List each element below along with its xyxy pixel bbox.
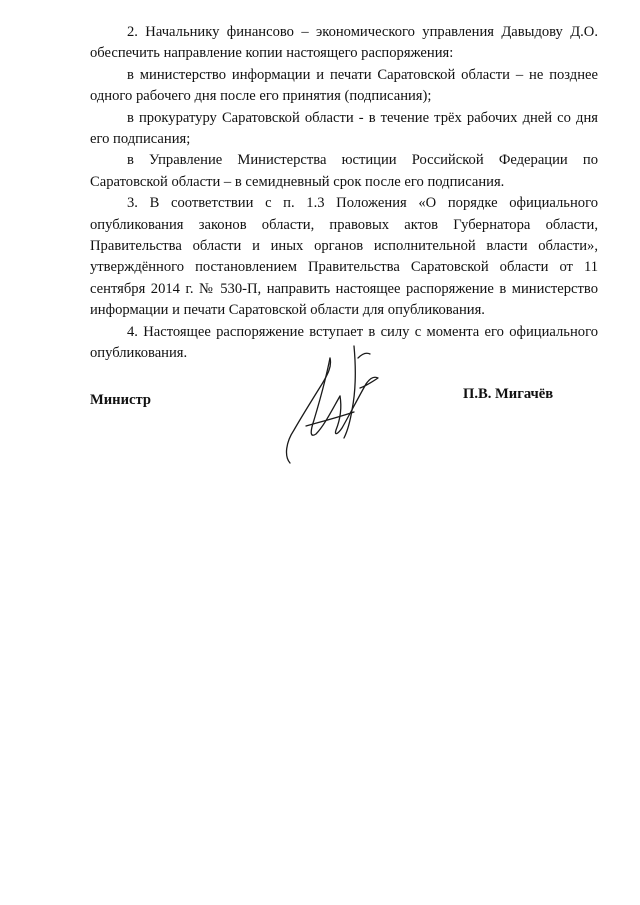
paragraph-item-2: 2. Начальнику финансово – экономического управления Давыдову Д.О. обеспечить направление копии настоящего распоряжения:: [90, 24, 598, 62]
signatory-title: Министр: [90, 392, 151, 408]
paragraph-recipient-ministry: в министерство информации и печати Саратовской области – не позднее одного рабочего дня после его принятия (подписания);: [90, 66, 598, 105]
paragraph-item-3: 3. В соответствии с п. 1.3 Положения «О порядке официального опубликования законов области, правовых актов Губернатора области, Правительства области и иных органов исполнительной власти области», утверждённого постановлением Правительства Саратовской области от 11 сентября 2014 г. № 530-П, направить настоящее распоряжение в министерство информации и печати Саратовской области для опубликования.: [90, 195, 598, 319]
paragraph-recipient-prosecutor: в прокуратуру Саратовской области - в течение трёх рабочих дней со дня его подписания;: [90, 109, 598, 148]
paragraph-recipient-justice: в Управление Министерства юстиции Российской Федерации по Саратовской области – в семидневный срок после его подписания.: [90, 152, 598, 190]
signatory-name: П.В. Мигачёв: [463, 386, 554, 402]
paragraph-item-4: 4. Настоящее распоряжение вступает в силу с момента его официального опубликования.: [90, 323, 598, 362]
handwritten-signature: [270, 338, 390, 468]
document-body: [90, 22, 598, 365]
